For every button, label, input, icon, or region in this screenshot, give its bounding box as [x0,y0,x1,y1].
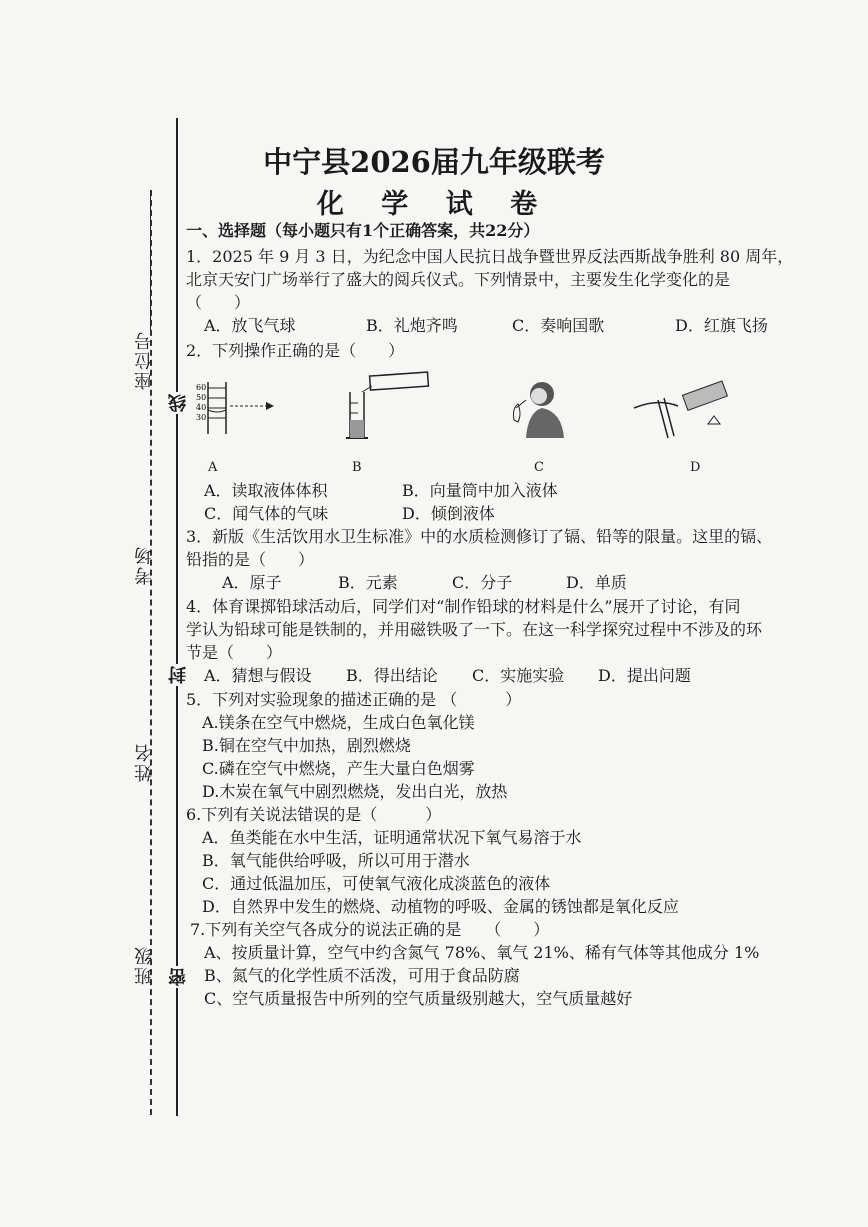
class-label: 班级 [134,945,155,985]
name-label: 姓名 [134,742,155,782]
exam-subtitle: 化 学 试 卷 [316,189,552,220]
scale-60: 60 [196,383,207,392]
q1-blank: （ ） [186,293,251,312]
q6-option-c: C．通过低温加压，可使氧气液化成淡蓝色的液体 [202,874,551,893]
q5-option-d: D.木炭在氧气中剧烈燃烧，发出白光，放热 [202,782,508,801]
q5-option-a: A.镁条在空气中燃烧，生成白色氧化镁 [202,713,475,732]
q7-option-a: A、按质量计算，空气中约含氮气 78%、氧气 21%、稀有气体等其他成分 1% [204,943,760,962]
q1-option-c: C．奏响国歌 [512,316,605,335]
q4-option-c: C．实施实验 [472,666,565,685]
scale-50: 50 [196,393,207,402]
scale-40: 40 [196,403,207,412]
q1-line2: 北京天安门广场举行了盛大的阅兵仪式。下列情景中，主要发生化学变化的是 [186,270,731,289]
q2-option-b: B．向量筒中加入液体 [402,481,558,500]
exam-title: 中宁县2026届九年级联考 [263,145,605,179]
q4-line2: 学认为铅球可能是铁制的，并用磁铁吸了一下。在这一科学探究过程中不涉及的环 [186,620,763,639]
q6-option-a: A．鱼类能在水中生活，证明通常状况下氧气易溶于水 [202,828,582,847]
figure-b-label: B [352,460,362,475]
q1-option-d: D．红旗飞扬 [675,316,768,335]
figure-c-label: C [534,460,544,475]
seat-number-label: 座位号 [134,330,155,390]
q3-line2: 铅指的是（ ） [186,550,315,569]
section-heading: 一、选择题（每小题只有1个正确答案，共22分） [186,221,540,240]
figure-d-label: D [690,460,701,475]
q2-option-c: C．闻气体的气味 [204,504,329,523]
q7-option-b: B、氮气的化学性质不活泼，可用于食品防腐 [204,966,520,985]
q7-option-c: C、空气质量报告中所列的空气质量级别越大，空气质量越好 [204,989,633,1008]
seal-line-char: 线 [166,392,192,414]
q2-stem: 2．下列操作正确的是（ ） [186,341,405,360]
q6-stem: 6.下列有关说法错误的是（ ） [186,805,442,824]
q6-option-b: B．氧气能供给呼吸，所以可用于潜水 [202,851,470,870]
q4-line3: 节是（ ） [186,643,283,662]
q5-option-b: B.铜在空气中加热，剧烈燃烧 [202,736,411,755]
q2-option-d: D．倾倒液体 [402,504,495,523]
q3-option-b: B．元素 [338,573,398,592]
q5-option-c: C.磷在空气中燃烧，产生大量白色烟雾 [202,759,475,778]
q1-line1: 1．2025 年 9 月 3 日，为纪念中国人民抗日战争暨世界反法西斯战争胜利 80 周年， [186,247,794,266]
q1-option-b: B．礼炮齐鸣 [366,316,458,335]
q5-stem: 5．下列对实验现象的描述正确的是 （ ） [186,690,522,709]
figure-a-label: A [208,460,218,475]
q4-line1: 4．体育课掷铅球活动后，同学们对“制作铅球的材料是什么”展开了讨论，有同 [186,597,741,616]
seal-feng-char: 封 [166,664,192,686]
figure-b-pouring-into-cylinder [340,368,435,443]
q3-option-a: A．原子 [222,573,282,592]
q2-option-a: A．读取液体体积 [204,481,328,500]
q1-option-a: A．放飞气球 [204,316,296,335]
q6-option-d: D．自然界中发生的燃烧、动植物的呼吸、金属的锈蚀都是氧化反应 [202,897,679,916]
figure-c-smelling-gas [504,378,574,440]
q7-stem: 7.下列有关空气各成分的说法正确的是 （ ） [190,920,550,939]
figure-d-pouring-liquid [628,378,738,443]
seal-mi-char: 密 [166,966,192,988]
figure-a-reading-volume [196,378,286,438]
q3-option-c: C．分子 [452,573,513,592]
q4-option-d: D．提出问题 [598,666,691,685]
q4-option-a: A．猜想与假设 [204,666,312,685]
q3-line1: 3．新版《生活饮用水卫生标准》中的水质检测修订了镉、铅等的限量。这里的镉、 [186,527,773,546]
exam-room-label: 考场 [134,545,155,585]
q4-option-b: B．得出结论 [346,666,438,685]
scale-30: 30 [196,413,207,422]
q3-option-d: D．单质 [566,573,627,592]
